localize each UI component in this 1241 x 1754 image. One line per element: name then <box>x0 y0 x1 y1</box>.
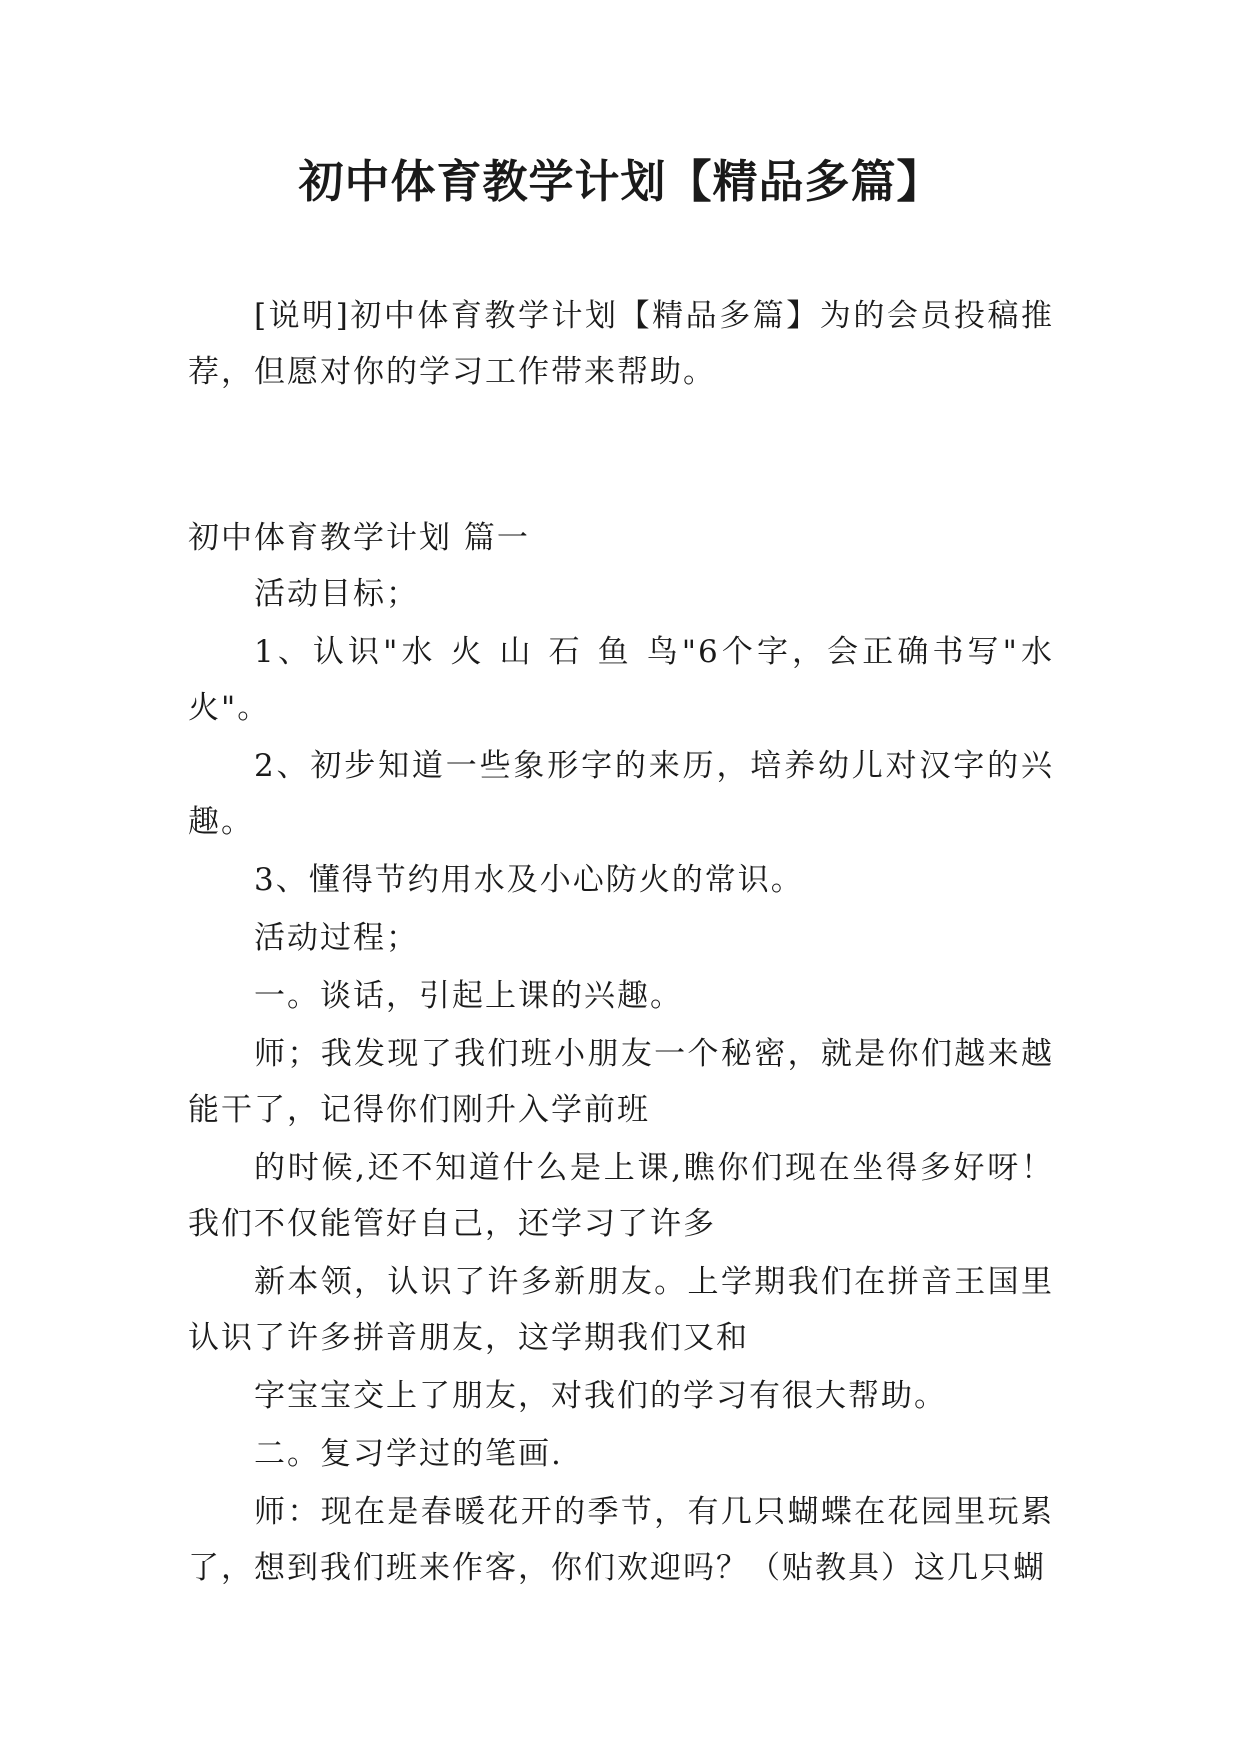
paragraph: 一。谈话，引起上课的兴趣。 <box>254 978 683 1014</box>
document-body <box>188 288 1054 1598</box>
paragraph: 活动目标； <box>254 576 419 612</box>
paragraph: 字宝宝交上了朋友，对我们的学习有很大帮助。 <box>254 1378 947 1414</box>
page-title: 初中体育教学计划【精品多篇】 <box>298 155 943 208</box>
section-heading: 初中体育教学计划 篇一 <box>188 520 530 556</box>
paragraph: 3、懂得节约用水及小心防火的常识。 <box>254 862 804 898</box>
paragraph: 二。复习学过的笔画. <box>254 1436 563 1472</box>
paragraph: 新本领，认识了许多新朋友。上学期我们在拼音王国里认识了许多拼音朋友，这学期我们又和 <box>188 1264 1054 1356</box>
paragraph: 1、认识"水 火 山 石 鱼 鸟"6个字，会正确书写"水火"。 <box>188 634 1054 726</box>
paragraph: 师：现在是春暖花开的季节，有几只蝴蝶在花园里玩累了，想到我们班来作客，你们欢迎吗？（贴教具）这几只蝴 <box>188 1494 1054 1586</box>
intro-paragraph: [说明]初中体育教学计划【精品多篇】为的会员投稿推荐，但愿对你的学习工作带来帮助。 <box>188 298 1054 390</box>
paragraph: 2、初步知道一些象形字的来历，培养幼儿对汉字的兴趣。 <box>188 748 1054 840</box>
paragraph: 师；我发现了我们班小朋友一个秘密，就是你们越来越能干了，记得你们刚升入学前班 <box>188 1036 1054 1128</box>
paragraph: 活动过程； <box>254 920 419 956</box>
paragraph: 的时候,还不知道什么是上课,瞧你们现在坐得多好呀！我们不仅能管好自己，还学习了许多 <box>188 1150 1054 1242</box>
